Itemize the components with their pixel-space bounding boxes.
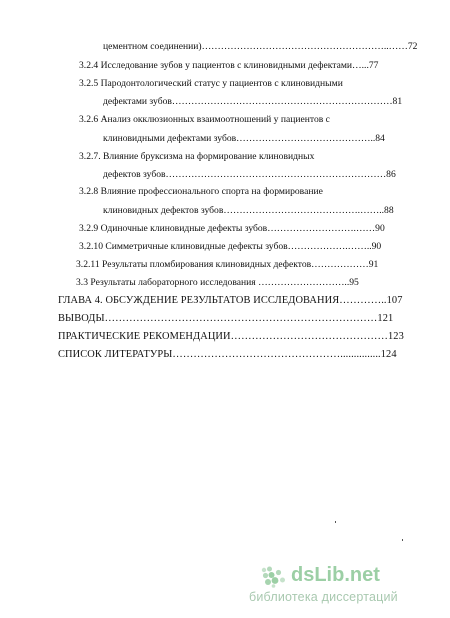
- toc-entry-3-2-10: 3.2.10 Симметричные клиновидные дефекты зубов……………….……..90: [79, 241, 382, 252]
- toc-entry-references: СПИСОК ЛИТЕРАТУРЫ…………………………………………...............124: [58, 349, 397, 360]
- toc-entry-3-2-8: 3.2.8 Влияние профессионального спорта на формирование: [79, 186, 323, 197]
- toc-entry-3-2-11: 3.2.11 Результаты пломбирования клиновидных дефектов………………91: [76, 259, 379, 270]
- toc-entry-3-2-7: 3.2.7. Влияние бруксизма на формирование клиновидных: [79, 151, 315, 162]
- toc-entry-3-2-5-cont: дефектами зубов……………………………………………………………81: [103, 96, 403, 107]
- dslib-logo-icon: [261, 566, 287, 588]
- toc-entry-cement-continued: цементном соединении)…………………………………………………..……72: [103, 41, 418, 52]
- scan-speck: [402, 539, 403, 541]
- toc-entry-conclusions: ВЫВОДЫ……………………………………………………………………121: [58, 313, 394, 324]
- watermark-tagline: библиотека диссертаций: [249, 590, 398, 604]
- toc-entry-3-2-9: 3.2.9 Одиночные клиновидные дефекты зубов……………………….……90: [79, 223, 385, 234]
- watermark: [247, 566, 442, 606]
- toc-entry-3-2-4: 3.2.4 Исследование зубов у пациентов с клиновидными дефектами…...77: [79, 60, 379, 71]
- toc-entry-3-3: 3.3 Результаты лабораторного исследования ………………………..95: [76, 277, 359, 288]
- toc-entry-3-2-7-cont: дефектов зубов……………………………………………………………86: [103, 169, 396, 180]
- scan-speck: [335, 521, 336, 523]
- watermark-site-name: dsLib.net: [291, 564, 380, 586]
- toc-entry-3-2-8-cont: клиновидных дефектов зубов…………………………………….……..88: [103, 205, 394, 216]
- toc-entry-3-2-6: 3.2.6 Анализ окклюзионных взаимоотношений у пациентов с: [79, 114, 330, 125]
- toc-entry-recommendations: ПРАКТИЧЕСКИЕ РЕКОМЕНДАЦИИ………………………………………123: [58, 331, 404, 342]
- toc-entry-3-2-6-cont: клиновидными дефектами зубов……………………………………..84: [103, 133, 385, 144]
- toc-entry-chapter-4: ГЛАВА 4. ОБСУЖДЕНИЕ РЕЗУЛЬТАТОВ ИССЛЕДОВАНИЯ…………..107: [58, 295, 403, 306]
- toc-entry-3-2-5: 3.2.5 Пародонтологический статус у пациентов с клиновидными: [79, 78, 343, 89]
